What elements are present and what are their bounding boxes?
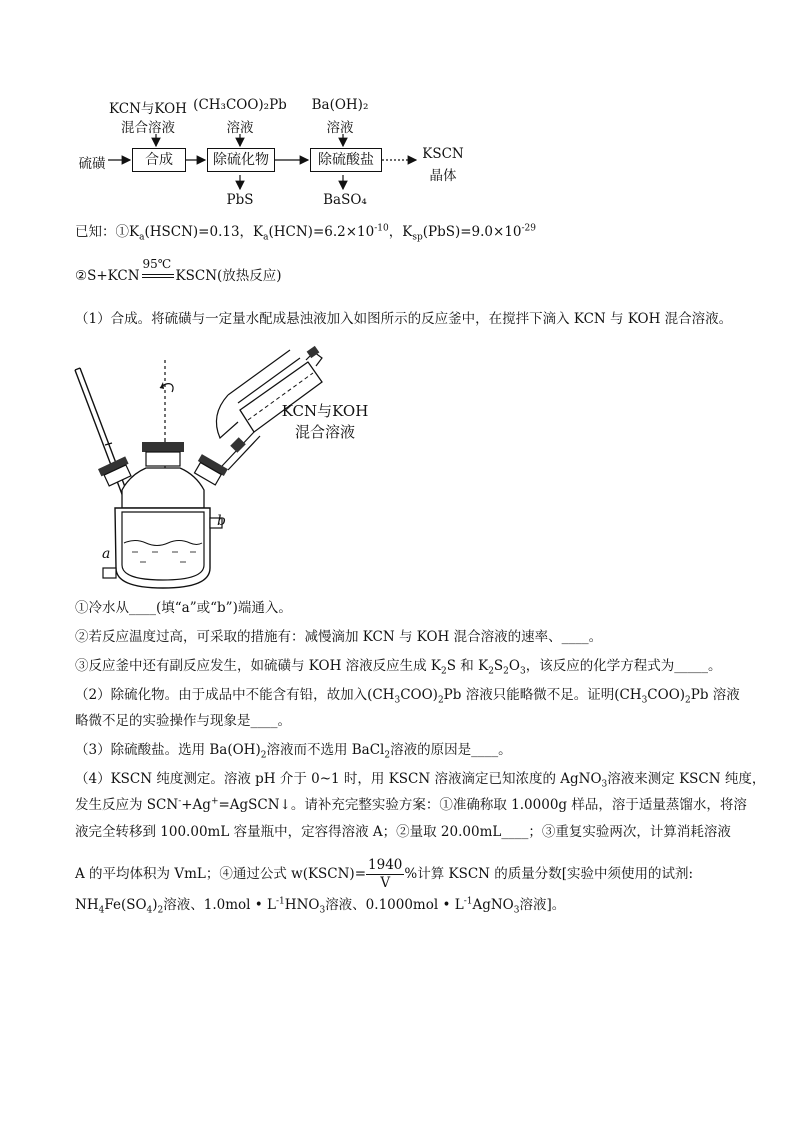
q1-intro: （1）合成。将硫磺与一定量水配成悬浊液加入如图所示的反应釜中，在搅拌下滴入 KCN 与 KOH 混合溶液。: [75, 311, 733, 327]
central-stopper: [142, 442, 184, 452]
apparatus-label-line1: KCN与KOH: [281, 402, 369, 420]
step-synthesis-box: 合成: [132, 148, 186, 172]
reagent3-label-line1: Ba(OH)₂: [311, 97, 369, 113]
q4-line4: A 的平均体积为 VmL；④通过公式 w(KSCN)= $\frac{1940}{V}$ %计算 KSCN 的质量分数[实验中须使用的试剂:: [75, 857, 694, 891]
flask-shoulder: [122, 468, 204, 508]
port-a-label: a: [102, 546, 111, 562]
product-label-line2: 晶体: [429, 168, 457, 184]
port-a-inlet: [103, 568, 116, 578]
flowchart-arrows: [0, 0, 800, 215]
reagent3-label-line2: 溶液: [326, 120, 354, 136]
known-reaction: ②S+KCN 95℃ KSCN(放热反应): [75, 266, 282, 286]
port-b-label: b: [217, 513, 226, 529]
q1-sub3: ③反应釜中还有副反应发生，如硫磺与 KOH 溶液反应生成 $K_2S$ 和 $K_2S_2O_3$，该反应的化学方程式为_____。: [75, 658, 722, 677]
purity-formula-fraction: $\frac{1940}{V}$: [368, 857, 403, 891]
q4-line2: 发生反应为 SCN-+Ag+=AgSCN↓。请补充完整实验方案：①准确称取 1.0000g 样品，溶于适量蒸馏水，将溶: [75, 796, 747, 813]
q4-line1: （4）KSCN 纯度测定。溶液 pH 介于 0~1 时，用 KSCN 溶液滴定已知浓度的 AgNO$_3$溶液来测定 KSCN 纯度，: [75, 771, 766, 790]
reaction-equals-sign: [140, 256, 176, 284]
reagent2-label-line2: 溶液: [226, 120, 254, 136]
q4-line3: 液完全转移到 100.00mL 容量瓶中，定容得溶液 A；②量取 20.00mL____；③重复实验两次，计算消耗溶液: [75, 824, 731, 840]
byproduct-baso4-label: BaSO₄: [323, 192, 367, 208]
product-label-line1: KSCN: [422, 146, 464, 162]
q3-line: （3）除硫酸盐。选用 $Ba(OH)_2$溶液而不选用 BaCl$_2$溶液的原因是____。: [75, 742, 512, 761]
step-remove-sulfide-box: 除硫化物: [207, 148, 275, 172]
q2-line1: （2）除硫化物。由于成品中不能含有铅，故加入$(CH_3COO)_2Pb$ 溶液只能略微不足。证明$(CH_3COO)_2Pb$ 溶液: [75, 687, 740, 706]
byproduct-pbs-label: PbS: [226, 192, 254, 208]
apparatus-label-line2: 混合溶液: [294, 423, 355, 441]
q2-line2: 略微不足的实验操作与现象是____。: [75, 713, 291, 729]
q1-sub1: ①冷水从____(填“a”或“b”)端通入。: [75, 600, 292, 616]
reagent1-label-line1: KCN与KOH: [109, 101, 187, 117]
reaction-condition: 95℃: [142, 256, 172, 271]
input-label: 硫磺: [78, 156, 106, 172]
inner-vessel: [122, 512, 204, 580]
q4-line5: $NH_4Fe(SO_4)_2$溶液、1.0mol • $L^{-1}HNO_3$溶液、0.1000mol • $L^{-1}AgNO_3$溶液]。: [75, 896, 566, 916]
step-remove-sulfate-box: 除硫酸盐: [310, 148, 382, 172]
reagent2-label-line1: (CH₃COO)₂Pb: [193, 97, 287, 113]
q1-sub2: ②若反应温度过高，可采取的措施有：减慢滴加 KCN 与 KOH 混合溶液的速率、____。: [75, 629, 603, 645]
known-constants: 已知：$①K_a(HSCN)=0.13$，$K_a(HCN)=6.2\times 10^{-10}$，$K_{sp}(PbS)=9.0\times 10^{-29}$: [75, 223, 536, 243]
reagent1-label-line2: 混合溶液: [121, 120, 175, 136]
